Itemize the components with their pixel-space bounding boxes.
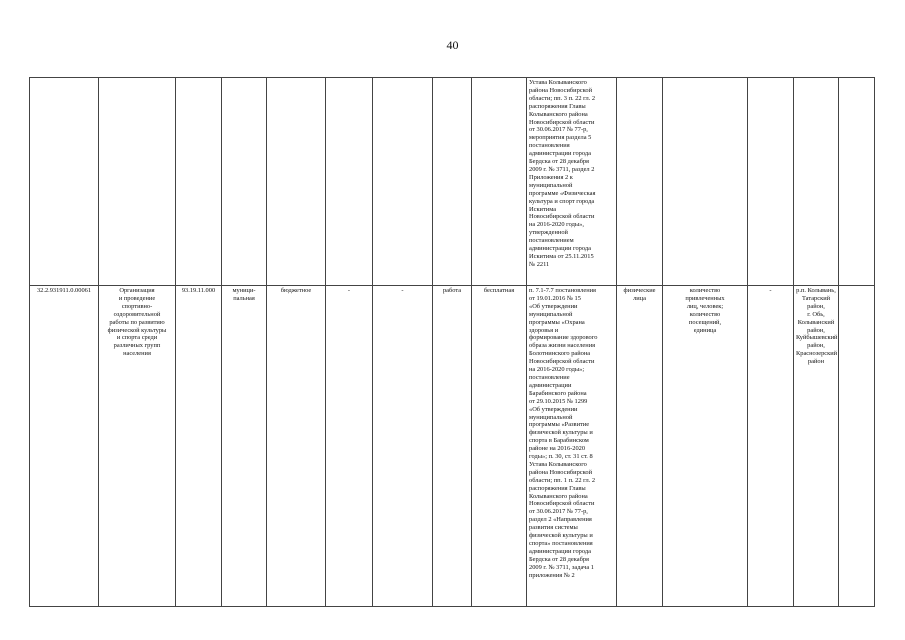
column-7-cell: - bbox=[373, 286, 433, 607]
column-15-cell bbox=[839, 286, 875, 607]
consumers-cell: физические лица bbox=[617, 286, 663, 607]
table-row bbox=[30, 78, 875, 286]
okved-code-cell: 93.19.11.000 bbox=[176, 286, 222, 607]
registry-code-cell bbox=[30, 78, 99, 286]
activity-type-cell: бюджетное bbox=[267, 286, 326, 607]
payment-cell: бесплатная bbox=[472, 286, 527, 607]
legal-basis-cell: Устава Колыванского района Новосибирской области; пп. 3 п. 22 гл. 2 распоряжения Главы Колыванского района Новосибирской области от 30.06.2017 № 77-р, мероприятия раздела 5 постановления администрации города Бердска от 28 декабря 2009 г. № 3711, раздел 2 Приложения 2 к муниципальной программе «Физическая культура и спорт города Искитима Новосибирской области на 2016-2020 годы», утвержденной постановлением администрации города Искитима от 25.11.2015 № 2211 bbox=[527, 78, 617, 286]
service-name-cell: Организация и проведение спортивно- оздоровительной работы по развитию физической культуры и спорта среди различных групп населения bbox=[99, 286, 176, 607]
column-7-cell bbox=[373, 78, 433, 286]
institution-type-cell: муници- пальная bbox=[222, 286, 267, 607]
column-13-cell bbox=[748, 78, 794, 286]
column-15-cell bbox=[839, 78, 875, 286]
registry-code-cell: 32.2.931911.0.00061 bbox=[30, 286, 99, 607]
table-row bbox=[30, 286, 875, 607]
service-name-cell bbox=[99, 78, 176, 286]
services-register-table bbox=[29, 77, 875, 607]
location-cell: р.п. Колывань, Татарский район, г. Обь, Колыванский район, Куйбышевский район, Краснозерский район bbox=[794, 286, 839, 607]
column-13-cell: - bbox=[748, 286, 794, 607]
column-6-cell bbox=[326, 78, 373, 286]
okved-code-cell bbox=[176, 78, 222, 286]
location-cell bbox=[794, 78, 839, 286]
payment-cell bbox=[472, 78, 527, 286]
kind-cell: работа bbox=[433, 286, 472, 607]
indicator-cell bbox=[663, 78, 748, 286]
page-number: 40 bbox=[446, 38, 459, 52]
legal-basis-cell: п. 7.1-7.7 постановления от 19.01.2016 № 15 «Об утверждении муниципальной программы «Охрана здоровья и формирование здорового образа жизни населения Болотнинского района Новосибирской области на 2016-2020 годы»; постановление администрации Барабинского района от 29.10.2015 № 1299 «Об утверждении муниципальной программы «Развитие физической культуры и спорта в Барабинском районе на 2016-2020 годы»; п. 30, ст. 31 ст. 8 Устава Колыванского района Новосибирской области; пп. 1 п. 22 гл. 2 распоряжения Главы Колыванского района Новосибирской области от 30.06.2017 № 77-р, раздел 2 «Направления развития системы физической культуры и спорта» постановления администрации города Бердска от 28 декабря 2009 г. № 3711, задача 1 приложения № 2 bbox=[527, 286, 617, 607]
activity-type-cell bbox=[267, 78, 326, 286]
indicator-cell: количество привлеченных лиц, человек; количество посещений, единица bbox=[663, 286, 748, 607]
column-6-cell: - bbox=[326, 286, 373, 607]
consumers-cell bbox=[617, 78, 663, 286]
institution-type-cell bbox=[222, 78, 267, 286]
kind-cell bbox=[433, 78, 472, 286]
